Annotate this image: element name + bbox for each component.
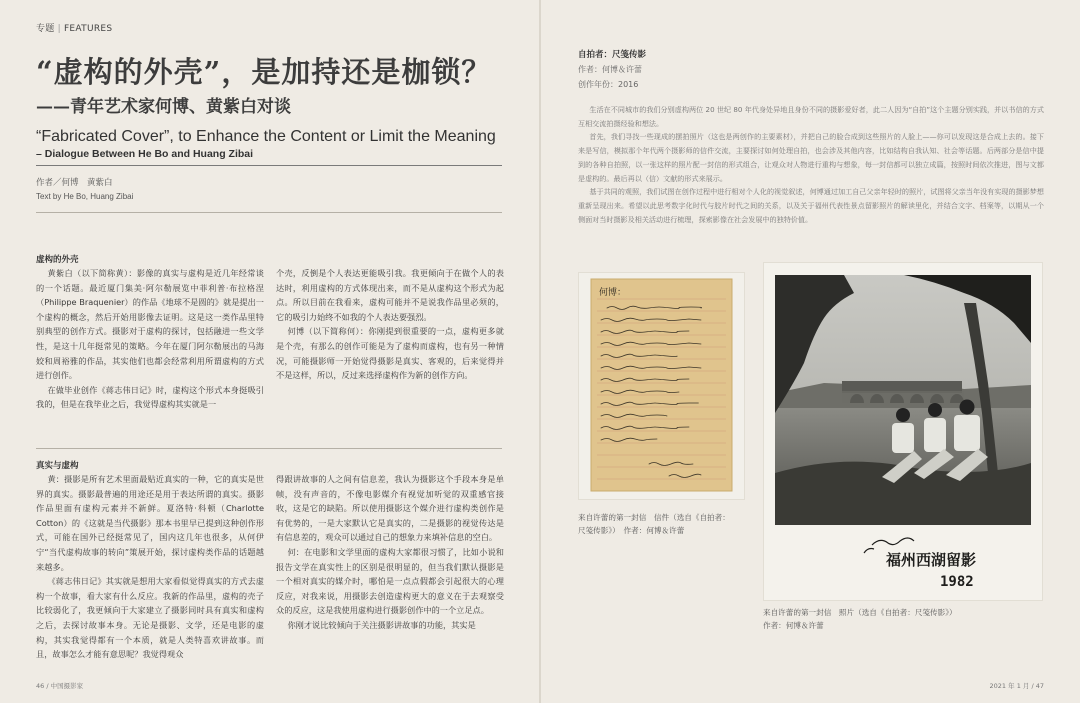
paragraph: 首先，我们寻找一些现成的摆拍照片（这也是两创作的主要素材），并把自己的脸合成到这些照片的人脸上——你可以发现这是合成上去的。接下来是写信，模拟那个年代两个摄影师的信件交流，主要探讨如何处理自拍，也会涉及其他内容，比如结构自我认知、社会等话题。后两部分是信中提到的各种自拍照，以一张这样的照片配一封信的形式组合，让观众对人物进行重构与想象，每一封信都可以独立成篇，按照时间依次推进，图与文都是虚构的。最后再以（信）文献的形式来展示。: [578, 132, 1044, 183]
letter-salutation: 何博：: [599, 288, 627, 298]
section-heading-truth-fiction: 真实与虚构: [36, 461, 79, 471]
left-folio: 46 / 中国摄影家: [36, 682, 84, 690]
right-folio: 2021 年 1 月 / 47: [989, 682, 1044, 690]
section-heading-fiction-shell: 虚构的外壳: [36, 255, 79, 265]
title-rule: [36, 165, 502, 166]
paragraph: 得跟讲故事的人之间有信息差，我认为摄影这个手段本身是单帧，没有声音的，不像电影媒介有视觉加听觉的双重感官接收，这是它的缺陷。所以使用摄影这个媒介进行虚构类创作是有优势的，一是大家默认它是真实的，二是摄影的视觉传达是有信息差的，观众可以通过自己的想象力来填补信息的空白。: [276, 474, 504, 543]
section1-column-1: [36, 266, 264, 416]
photo-inscription: 福州西湖留影: [886, 551, 977, 569]
article-subtitle-en: – Dialogue Between He Bo and Huang Zibai: [36, 148, 254, 160]
paragraph: 《蒋志伟日记》其实就是想用大家看似觉得真实的方式去虚构一个故事，看大家有什么反应。我新的作品里，虚构的壳子比较弱化了，我更倾向于大家建立了摄影同时具有真实和虚构之后，去探讨故事本身。无论是摄影、文学，还是电影的虚构，其实我觉得都有一个本质，就是人类特喜欢讲故事。而且，故事怎么才能有意思呢？我觉得观众: [36, 576, 264, 660]
paragraph: 生活在不同城市的我们分别虚构两位 20 世纪 80 年代身处异地且身份不同的摄影爱好者，此二人因为“自拍”这个主题分别实践，并以书信的方式互相交流拍摄经验和想法。: [578, 105, 1044, 128]
paragraph: 黄：摄影是所有艺术里面最贴近真实的一种，它的真实是世界的真实。摄影最普遍的用途还是用于表达所谓的真实。摄影作品里面有虚构元素并不新鲜。夏洛特·科顿（Charlotte Cotton）的《这就是当代摄影》那本书里早已提到这种创作形式，可能在国外已经挺常见了，国内这几年也很多，从何伊宁“当代虚构故事的转向”策展开始，探讨虚构类作品的话题越来越多。: [36, 474, 264, 572]
section-tag: [36, 21, 112, 34]
letter-caption-line1: 来自许蕾的第一封信 信件（选自《自拍者：: [578, 513, 730, 522]
bridge-photo-card: [763, 262, 1043, 601]
photo-year: 1982: [940, 574, 974, 590]
photo-caption-line2: 作者：何博＆许蕾: [763, 621, 824, 630]
article-title-en: “Fabricated Cover”, to Enhance the Content or Limit the Meaning: [36, 128, 496, 145]
letter-image: [578, 272, 745, 500]
work-intro: [578, 103, 1044, 233]
page-gutter: [539, 0, 541, 703]
section-tag-divider: |: [57, 24, 61, 34]
paragraph: 你刚才说比较倾向于关注摄影讲故事的功能，其实是: [287, 619, 476, 630]
letter-caption: [578, 511, 730, 537]
byline-cn: 作者／何博 黄紫白: [36, 178, 113, 188]
bridge-photo: [764, 263, 1042, 600]
photo-caption-line1: 来自许蕾的第一封信 照片（选自《自拍者：尺笺传影》）: [763, 608, 957, 617]
paragraph: 黄紫白（以下简称黄）：影像的真实与虚构是近几年经常谈的一个话题。最近厦门集美·阿尔勒展览中菲利普·布拉格涅（Philippe Braquenier）的作品《地球不是圆的》就是提出一个虚构的概念，然后开始用影像去证明。这是这一类作品里特别典型的创作方式。摄影对于虚构的探讨，包括融进一些文学性，是这十几年挺常见的策略。今年在厦门阿尔勒展出的马海姣和周裕雅的作品，其实他们也都会经常利用所谓虚构的方式进行创作。: [36, 268, 264, 381]
photo-caption: [763, 606, 957, 632]
article-title-cn: “虚构的外壳”，是加持还是枷锁？: [36, 55, 492, 89]
paragraph: 何：在电影和文学里面的虚构大家都很习惯了，比如小说和报告文学在真实性上的区别是很明显的，但当我们默认摄影是一个相对真实的媒介时，哪怕是一点点假都会引起很大的心理反应，对我来说，用摄影去创造虚构更大的意义在于去观察受众的反应，这是我使用虚构进行摄影创作中的一个立足点。: [276, 546, 504, 616]
paragraph: 基于共同的观照，我们试图在创作过程中进行相对个人化的视觉叙述，何博通过加工自己父亲年轻时的照片，试图将父亲当年没有实现的摄影梦想重新呈现出来。希望以此思考数字化时代与胶片时代之间的关系，以及关于福州代表性景点留影照片的解读里化，并结合文字、档案等，以期从一个侧面对当时摄影及相关活动进行梳理，探索影像在社会发展中的独特价值。: [578, 187, 1044, 224]
byline-en: Text by He Bo, Huang Zibai: [36, 192, 134, 201]
paragraph: 何博（以下简称何）：你刚提到很重要的一点，虚构更多就是个壳，有那么的创作可能是为了虚构而虚构，也有另一种情况，可能摄影师一开始觉得摄影是真实、客观的，后来觉得并不是这样，所以，反过来选择虚构作为新的创作方向。: [276, 326, 504, 381]
work-authors: 作者：何博＆许蕾: [578, 65, 642, 74]
byline-rule: [36, 212, 502, 213]
letter-illustration: [579, 273, 744, 499]
section-tag-cn: 专题: [36, 24, 55, 34]
work-title: 自拍者：尺笺传影: [578, 50, 647, 60]
section1-column-2: [276, 266, 504, 416]
letter-caption-line2: 尺笺传影》） 作者：何博＆许蕾: [578, 526, 685, 535]
paragraph: 在做毕业创作《蒋志伟日记》时，虚构这个形式本身挺吸引我的，但是在我毕业之后，我觉得虚构其实就是一: [36, 384, 264, 410]
section-rule: [36, 448, 502, 449]
work-year: 创作年份：2016: [578, 80, 639, 89]
section2-column-2: [276, 472, 504, 666]
section-tag-en: FEATURES: [63, 24, 113, 34]
section2-column-1: [36, 472, 264, 666]
paragraph: 个壳，反倒是个人表达更能吸引我。我更倾向于在做个人的表达时，利用虚构的方式体现出来，而不是从虚构这个形式为起点。所以目前在我看来，虚构可能并不是说我作品里必须的，它的吸引力始终不如我的个人表达要强烈。: [276, 268, 504, 322]
article-subtitle-cn: ——青年艺术家何博、黄紫白对谈: [36, 97, 291, 117]
